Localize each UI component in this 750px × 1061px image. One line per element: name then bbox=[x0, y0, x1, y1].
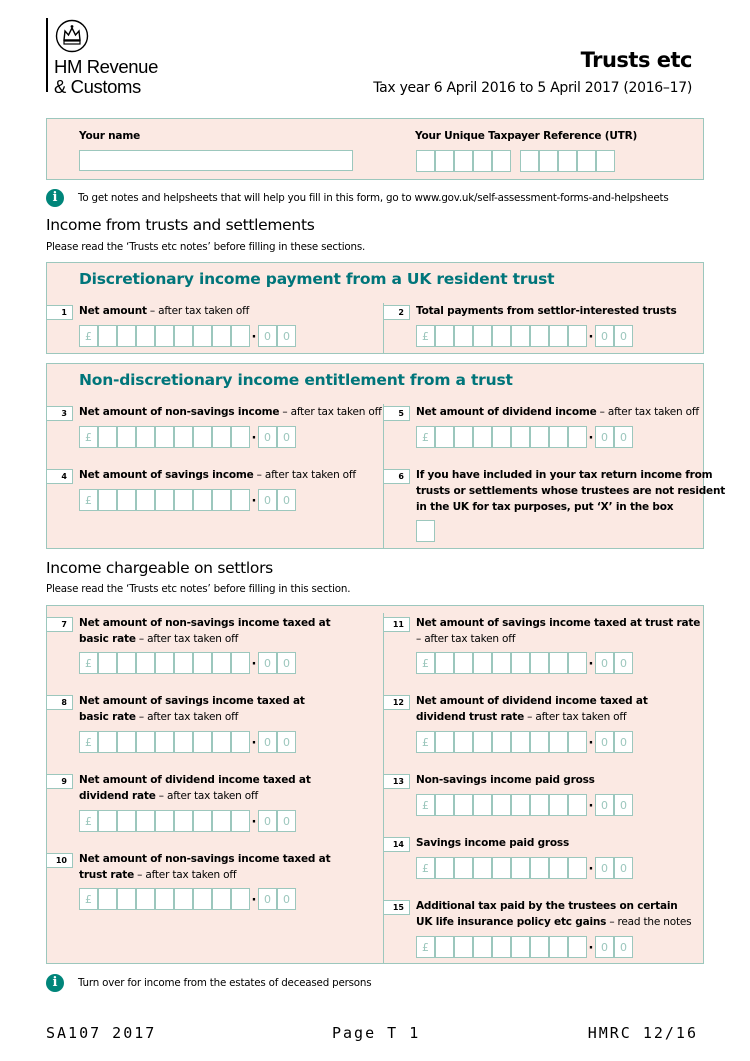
decimal-point: · bbox=[251, 431, 257, 446]
box-13-label: Non-savings income paid gross bbox=[416, 774, 595, 786]
decimal-point: · bbox=[251, 657, 257, 672]
digit-cell[interactable] bbox=[511, 794, 530, 816]
org-name-line1: HM Revenue bbox=[54, 56, 158, 77]
box-8-amount-input[interactable] bbox=[79, 731, 296, 753]
box-10-label: Net amount of non-savings income taxed at trust rate – after tax taken off bbox=[79, 853, 331, 881]
pence-cell: 0 bbox=[277, 325, 296, 347]
digit-cell[interactable] bbox=[155, 426, 174, 448]
box-13-amount-input[interactable] bbox=[416, 794, 633, 816]
pence-cell: 0 bbox=[277, 489, 296, 511]
digit-cell[interactable] bbox=[492, 794, 511, 816]
digit-cell[interactable] bbox=[568, 426, 587, 448]
decimal-point: · bbox=[588, 799, 594, 814]
box-9-label: Net amount of dividend income taxed at dividend rate – after tax taken off bbox=[79, 774, 311, 802]
section-title-settlors: Income chargeable on settlors bbox=[46, 559, 273, 577]
box-3-label: Net amount of non-savings income – after tax taken off bbox=[79, 406, 382, 418]
digit-cell[interactable] bbox=[530, 857, 549, 879]
box-15-label: Additional tax paid by the trustees on certain UK life insurance policy etc gains – read the notes bbox=[416, 900, 692, 928]
digit-cell[interactable] bbox=[212, 426, 231, 448]
info-turn-over-text: Turn over for income from the estates of deceased persons bbox=[78, 977, 372, 989]
pence-cell: 0 bbox=[595, 426, 614, 448]
digit-cell[interactable] bbox=[193, 652, 212, 674]
digit-cell[interactable] bbox=[454, 731, 473, 753]
panel-non-discretionary bbox=[46, 363, 704, 549]
box-number-2: 2 bbox=[384, 305, 410, 320]
currency-cell: £ bbox=[416, 936, 435, 958]
pence-cell: 0 bbox=[614, 325, 633, 347]
digit-cell[interactable] bbox=[530, 731, 549, 753]
digit-cell[interactable] bbox=[435, 794, 454, 816]
digit-cell[interactable] bbox=[454, 426, 473, 448]
box-2-label: Total payments from settlor-interested trusts bbox=[416, 305, 677, 317]
currency-cell: £ bbox=[79, 888, 98, 910]
digit-cell[interactable] bbox=[231, 489, 250, 511]
box-4-amount-input[interactable] bbox=[79, 489, 296, 511]
box-6-label: If you have included in your tax return income from trusts or settlements whose trustees are not resident in the UK for tax purposes, put ‘X’ in the box bbox=[416, 469, 726, 513]
digit-cell[interactable] bbox=[117, 652, 136, 674]
digit-cell[interactable] bbox=[435, 936, 454, 958]
digit-cell[interactable] bbox=[98, 652, 117, 674]
box-number-7: 7 bbox=[47, 617, 73, 632]
decimal-point: · bbox=[251, 494, 257, 509]
digit-cell[interactable] bbox=[212, 325, 231, 347]
decimal-point: · bbox=[251, 330, 257, 345]
digit-cell[interactable] bbox=[549, 731, 568, 753]
utr-label: Your Unique Taxpayer Reference (UTR) bbox=[415, 130, 638, 142]
digit-cell[interactable] bbox=[193, 426, 212, 448]
section-note-trusts: Please read the ‘Trusts etc notes’ before filling in these sections. bbox=[46, 241, 366, 253]
currency-cell: £ bbox=[79, 652, 98, 674]
digit-cell[interactable] bbox=[473, 857, 492, 879]
digit-cell[interactable] bbox=[454, 652, 473, 674]
digit-cell[interactable] bbox=[98, 325, 117, 347]
box-number-4: 4 bbox=[47, 469, 73, 484]
digit-cell[interactable] bbox=[435, 325, 454, 347]
digit-cell[interactable] bbox=[136, 652, 155, 674]
pence-cell: 0 bbox=[258, 810, 277, 832]
digit-cell[interactable] bbox=[117, 426, 136, 448]
box-6-checkbox[interactable] bbox=[416, 520, 435, 542]
pence-cell: 0 bbox=[258, 489, 277, 511]
pence-cell: 0 bbox=[258, 652, 277, 674]
box-12-amount-input[interactable] bbox=[416, 731, 633, 753]
digit-cell[interactable] bbox=[174, 489, 193, 511]
footer-hmrc-date: HMRC 12/16 bbox=[587, 1024, 698, 1042]
digit-cell[interactable] bbox=[231, 325, 250, 347]
pence-cell: 0 bbox=[258, 426, 277, 448]
box-11-label: Net amount of savings income taxed at trust rate – after tax taken off bbox=[416, 617, 701, 645]
decimal-point: · bbox=[251, 815, 257, 830]
digit-cell[interactable] bbox=[435, 652, 454, 674]
box-number-14: 14 bbox=[384, 837, 410, 852]
digit-cell[interactable] bbox=[231, 888, 250, 910]
digit-cell[interactable] bbox=[98, 426, 117, 448]
digit-cell[interactable] bbox=[511, 426, 530, 448]
decimal-point: · bbox=[588, 941, 594, 956]
digit-cell[interactable] bbox=[155, 489, 174, 511]
digit-cell[interactable] bbox=[492, 731, 511, 753]
digit-cell[interactable] bbox=[193, 731, 212, 753]
digit-cell[interactable] bbox=[549, 794, 568, 816]
digit-cell[interactable] bbox=[549, 857, 568, 879]
box-number-3: 3 bbox=[47, 406, 73, 421]
digit-cell[interactable] bbox=[212, 489, 231, 511]
digit-cell[interactable] bbox=[193, 888, 212, 910]
your-name-input[interactable] bbox=[79, 150, 353, 171]
footer-form-ref: SA107 2017 bbox=[46, 1024, 157, 1042]
tax-year: Tax year 6 April 2016 to 5 April 2017 (2016–17) bbox=[373, 80, 692, 96]
pence-cell: 0 bbox=[595, 857, 614, 879]
digit-cell[interactable] bbox=[568, 857, 587, 879]
digit-cell[interactable] bbox=[231, 652, 250, 674]
box-14-label: Savings income paid gross bbox=[416, 837, 569, 849]
digit-cell[interactable] bbox=[117, 810, 136, 832]
pence-cell: 0 bbox=[614, 652, 633, 674]
digit-cell[interactable] bbox=[454, 857, 473, 879]
box-1-amount-input[interactable] bbox=[79, 325, 296, 347]
decimal-point: · bbox=[588, 736, 594, 751]
digit-cell[interactable] bbox=[117, 731, 136, 753]
digit-cell[interactable] bbox=[136, 731, 155, 753]
digit-cell[interactable] bbox=[174, 325, 193, 347]
box-number-1: 1 bbox=[47, 305, 73, 320]
box-number-5: 5 bbox=[384, 406, 410, 421]
box-14-amount-input[interactable] bbox=[416, 857, 633, 879]
digit-cell[interactable] bbox=[511, 652, 530, 674]
currency-cell: £ bbox=[79, 325, 98, 347]
box-3-amount-input[interactable] bbox=[79, 426, 296, 448]
digit-cell[interactable] bbox=[155, 652, 174, 674]
pence-cell: 0 bbox=[277, 426, 296, 448]
decimal-point: · bbox=[251, 893, 257, 908]
digit-cell[interactable] bbox=[435, 426, 454, 448]
your-name-label: Your name bbox=[79, 130, 140, 142]
digit-cell[interactable] bbox=[193, 489, 212, 511]
digit-cell[interactable] bbox=[568, 794, 587, 816]
digit-cell[interactable] bbox=[568, 325, 587, 347]
digit-cell[interactable] bbox=[473, 325, 492, 347]
digit-cell[interactable] bbox=[231, 810, 250, 832]
currency-cell: £ bbox=[79, 810, 98, 832]
currency-cell: £ bbox=[416, 652, 435, 674]
digit-cell[interactable] bbox=[136, 489, 155, 511]
box-5-label: Net amount of dividend income – after tax taken off bbox=[416, 406, 699, 418]
info-icon: i bbox=[46, 189, 64, 207]
pence-cell: 0 bbox=[595, 325, 614, 347]
digit-cell[interactable] bbox=[98, 489, 117, 511]
box-1-label: Net amount – after tax taken off bbox=[79, 305, 250, 317]
digit-cell[interactable] bbox=[511, 936, 530, 958]
digit-cell[interactable] bbox=[511, 325, 530, 347]
box-12-label: Net amount of dividend income taxed at dividend trust rate – after tax taken off bbox=[416, 695, 648, 723]
currency-cell: £ bbox=[79, 489, 98, 511]
digit-cell[interactable] bbox=[193, 810, 212, 832]
digit-cell[interactable] bbox=[454, 936, 473, 958]
digit-cell[interactable] bbox=[549, 325, 568, 347]
section-title-trusts: Income from trusts and settlements bbox=[46, 216, 315, 234]
digit-cell[interactable] bbox=[492, 426, 511, 448]
info-icon: i bbox=[46, 974, 64, 992]
pence-cell: 0 bbox=[258, 731, 277, 753]
pence-cell: 0 bbox=[277, 652, 296, 674]
digit-cell[interactable] bbox=[473, 936, 492, 958]
currency-cell: £ bbox=[416, 325, 435, 347]
decimal-point: · bbox=[588, 862, 594, 877]
box-15-amount-input[interactable] bbox=[416, 936, 633, 958]
digit-cell[interactable] bbox=[174, 888, 193, 910]
pence-cell: 0 bbox=[258, 888, 277, 910]
digit-cell[interactable] bbox=[155, 325, 174, 347]
panel-heading-non-discretionary: Non-discretionary income entitlement from a trust bbox=[79, 371, 513, 389]
digit-cell[interactable] bbox=[212, 810, 231, 832]
digit-cell[interactable] bbox=[473, 794, 492, 816]
digit-cell[interactable] bbox=[530, 936, 549, 958]
digit-cell[interactable] bbox=[473, 652, 492, 674]
box-2-amount-input[interactable] bbox=[416, 325, 633, 347]
digit-cell[interactable] bbox=[117, 325, 136, 347]
digit-cell[interactable] bbox=[155, 888, 174, 910]
currency-cell: £ bbox=[416, 426, 435, 448]
box-4-label: Net amount of savings income – after tax taken off bbox=[79, 469, 356, 481]
digit-cell[interactable] bbox=[98, 810, 117, 832]
digit-cell[interactable] bbox=[530, 426, 549, 448]
digit-cell[interactable] bbox=[435, 731, 454, 753]
box-7-label: Net amount of non-savings income taxed at basic rate – after tax taken off bbox=[79, 617, 331, 645]
digit-cell[interactable] bbox=[212, 652, 231, 674]
pence-cell: 0 bbox=[277, 888, 296, 910]
panel-heading-discretionary: Discretionary income payment from a UK resident trust bbox=[79, 270, 555, 288]
digit-cell[interactable] bbox=[174, 810, 193, 832]
digit-cell[interactable] bbox=[155, 810, 174, 832]
digit-cell[interactable] bbox=[530, 794, 549, 816]
form-title: Trusts etc bbox=[580, 48, 692, 72]
currency-cell: £ bbox=[416, 794, 435, 816]
digit-cell[interactable] bbox=[212, 888, 231, 910]
box-7-amount-input[interactable] bbox=[79, 652, 296, 674]
box-8-label: Net amount of savings income taxed at basic rate – after tax taken off bbox=[79, 695, 305, 723]
digit-cell[interactable] bbox=[136, 888, 155, 910]
digit-cell[interactable] bbox=[568, 652, 587, 674]
digit-cell[interactable] bbox=[454, 325, 473, 347]
digit-cell[interactable] bbox=[511, 731, 530, 753]
digit-cell[interactable] bbox=[549, 426, 568, 448]
digit-cell[interactable] bbox=[174, 426, 193, 448]
digit-cell[interactable] bbox=[492, 857, 511, 879]
pence-cell: 0 bbox=[258, 325, 277, 347]
digit-cell[interactable] bbox=[549, 652, 568, 674]
digit-cell[interactable] bbox=[98, 888, 117, 910]
currency-cell: £ bbox=[416, 857, 435, 879]
box-number-6: 6 bbox=[384, 469, 410, 484]
pence-cell: 0 bbox=[595, 936, 614, 958]
digit-cell[interactable] bbox=[492, 652, 511, 674]
currency-cell: £ bbox=[416, 731, 435, 753]
decimal-point: · bbox=[588, 431, 594, 446]
digit-cell[interactable] bbox=[231, 426, 250, 448]
currency-cell: £ bbox=[79, 426, 98, 448]
digit-cell[interactable] bbox=[492, 936, 511, 958]
digit-cell[interactable] bbox=[174, 731, 193, 753]
digit-cell[interactable] bbox=[511, 857, 530, 879]
box-5-amount-input[interactable] bbox=[416, 426, 633, 448]
box-number-9: 9 bbox=[47, 774, 73, 789]
crown-crest-icon bbox=[55, 19, 89, 53]
digit-cell[interactable] bbox=[155, 731, 174, 753]
digit-cell[interactable] bbox=[231, 731, 250, 753]
pence-cell: 0 bbox=[595, 652, 614, 674]
pence-cell: 0 bbox=[277, 810, 296, 832]
box-number-13: 13 bbox=[384, 774, 410, 789]
hmrc-logo bbox=[46, 18, 186, 96]
box-number-8: 8 bbox=[47, 695, 73, 710]
digit-cell[interactable] bbox=[568, 936, 587, 958]
currency-cell: £ bbox=[79, 731, 98, 753]
digit-cell[interactable] bbox=[117, 888, 136, 910]
box-number-12: 12 bbox=[384, 695, 410, 710]
box-10-amount-input[interactable] bbox=[79, 888, 296, 910]
digit-cell[interactable] bbox=[454, 794, 473, 816]
box-11-amount-input[interactable] bbox=[416, 652, 633, 674]
digit-cell[interactable] bbox=[549, 936, 568, 958]
digit-cell[interactable] bbox=[568, 731, 587, 753]
digit-cell[interactable] bbox=[473, 426, 492, 448]
utr-input[interactable] bbox=[416, 150, 615, 172]
digit-cell[interactable] bbox=[117, 489, 136, 511]
box-number-10: 10 bbox=[47, 853, 73, 868]
digit-cell[interactable] bbox=[98, 731, 117, 753]
pence-cell: 0 bbox=[614, 857, 633, 879]
box-number-11: 11 bbox=[384, 617, 410, 632]
pence-cell: 0 bbox=[614, 731, 633, 753]
digit-cell[interactable] bbox=[136, 325, 155, 347]
box-9-amount-input[interactable] bbox=[79, 810, 296, 832]
section-note-settlors: Please read the ‘Trusts etc notes’ before filling in this section. bbox=[46, 583, 351, 595]
digit-cell[interactable] bbox=[530, 325, 549, 347]
decimal-point: · bbox=[588, 330, 594, 345]
digit-cell[interactable] bbox=[193, 325, 212, 347]
pence-cell: 0 bbox=[614, 936, 633, 958]
info-helpsheets-text: To get notes and helpsheets that will help you fill in this form, go to www.gov.uk/self-assessment-forms-and-helpsheets bbox=[78, 192, 669, 204]
digit-cell[interactable] bbox=[473, 731, 492, 753]
pence-cell: 0 bbox=[614, 794, 633, 816]
pence-cell: 0 bbox=[595, 731, 614, 753]
digit-cell[interactable] bbox=[530, 652, 549, 674]
digit-cell[interactable] bbox=[492, 325, 511, 347]
pence-cell: 0 bbox=[614, 426, 633, 448]
org-name-line2: & Customs bbox=[54, 76, 141, 97]
digit-cell[interactable] bbox=[136, 810, 155, 832]
pence-cell: 0 bbox=[595, 794, 614, 816]
decimal-point: · bbox=[251, 736, 257, 751]
digit-cell[interactable] bbox=[136, 426, 155, 448]
pence-cell: 0 bbox=[277, 731, 296, 753]
digit-cell[interactable] bbox=[174, 652, 193, 674]
footer-page-number: Page T 1 bbox=[332, 1024, 421, 1042]
digit-cell[interactable] bbox=[435, 857, 454, 879]
decimal-point: · bbox=[588, 657, 594, 672]
box-number-15: 15 bbox=[384, 900, 410, 915]
identity-panel bbox=[46, 118, 704, 180]
digit-cell[interactable] bbox=[212, 731, 231, 753]
